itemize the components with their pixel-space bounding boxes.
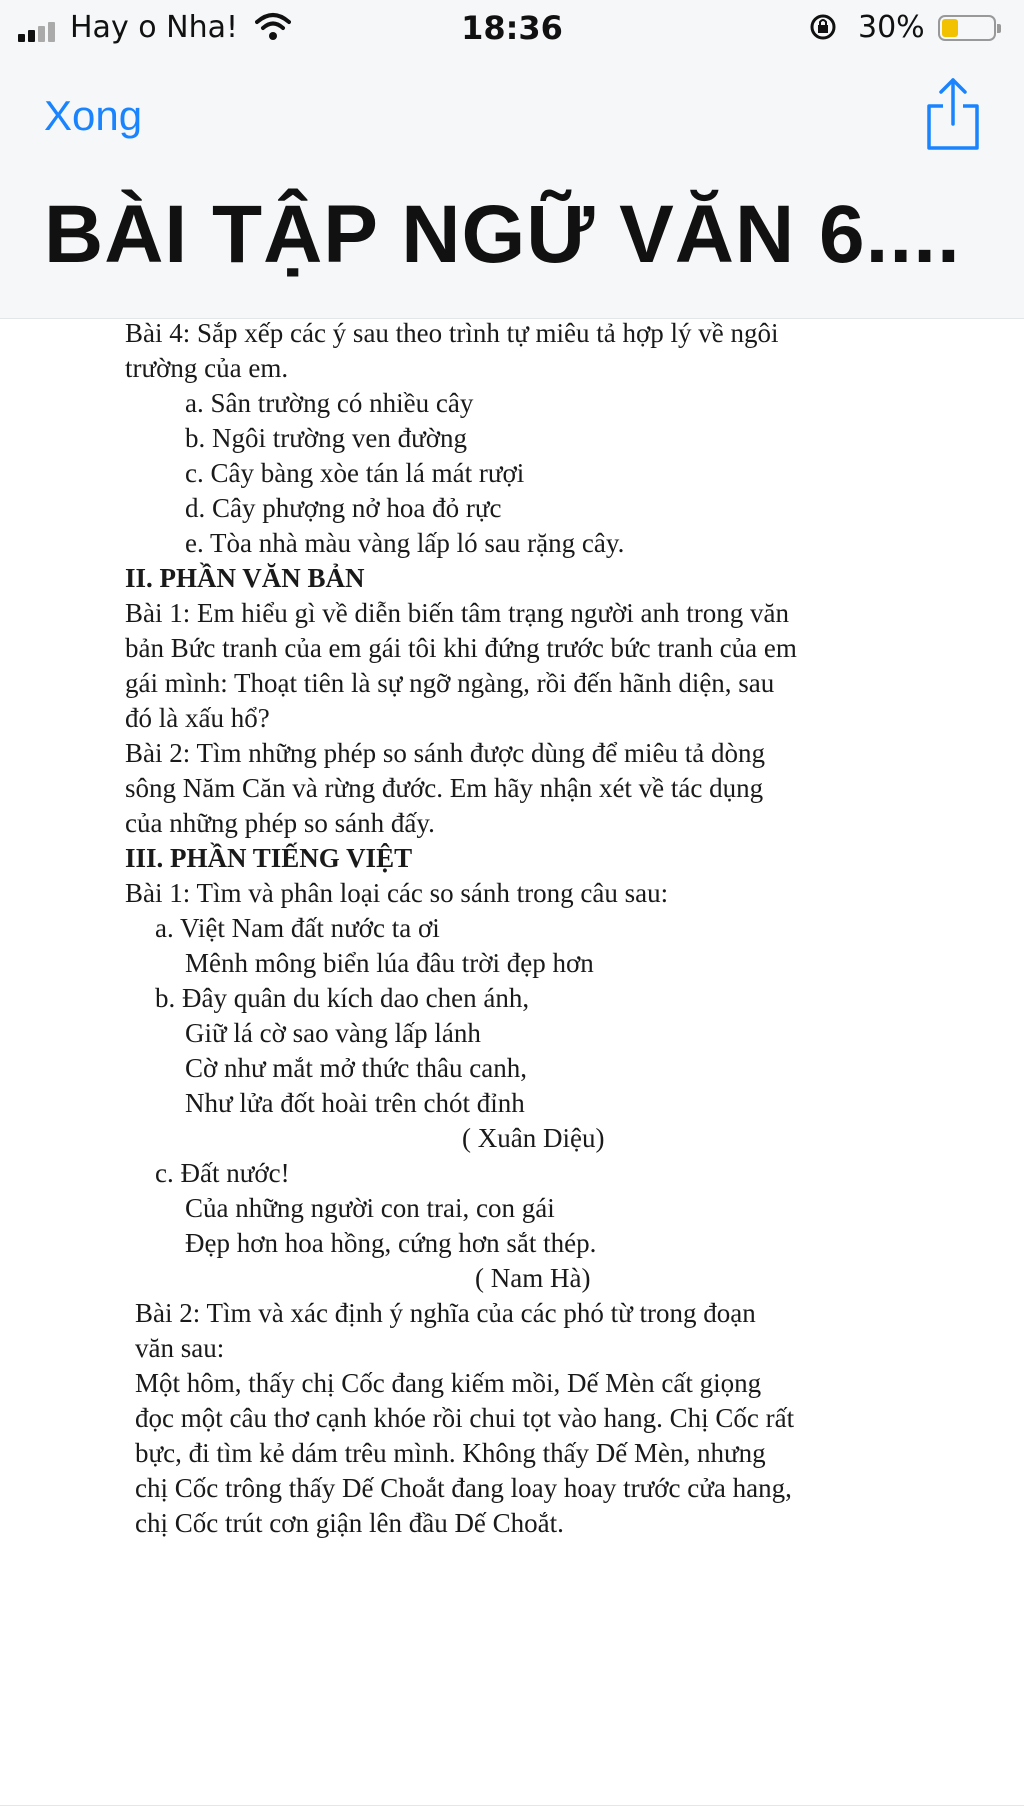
document-line: b. Đây quân du kích dao chen ánh, [155,983,530,1013]
battery-level-fill [942,19,958,37]
document-line: Bài 2: Tìm những phép so sánh được dùng để miêu tả dòng [125,738,765,768]
document-line: d. Cây phượng nở hoa đỏ rực [185,493,502,523]
document-line: a. Sân trường có nhiều cây [185,388,474,418]
battery-percent: 30% [858,10,925,45]
document-line: đọc một câu thơ cạnh khóe rồi chui tọt vào hang. Chị Cốc rất [135,1403,795,1433]
rotation-lock-icon [808,12,838,46]
document-line: bản Bức tranh của em gái tôi khi đứng trước bức tranh của em [125,633,797,663]
document-line: bực, đi tìm kẻ dám trêu mình. Không thấy Dế Mèn, nhưng [135,1438,766,1468]
document-line: c. Cây bàng xòe tán lá mát rượi [185,458,525,488]
document-line: chị Cốc trút cơn giận lên đầu Dế Choắt. [135,1508,564,1538]
section-heading: II. PHẦN VĂN BẢN [125,563,365,593]
document-line: gái mình: Thoạt tiên là sự ngỡ ngàng, rồi đến hãnh diện, sau [125,668,775,698]
document-line: văn sau: [135,1333,225,1363]
carrier-name: Hay o Nha! [70,10,238,45]
document-line: Cờ như mắt mở thức thâu canh, [185,1053,528,1083]
poem-author: ( Xuân Diệu) [462,1123,605,1153]
status-time: 18:36 [461,9,563,47]
navigation-header [0,0,1024,319]
document-line: b. Ngôi trường ven đường [185,423,468,453]
document-title: BÀI TẬP NGỮ VĂN 6.... [44,189,961,280]
done-button[interactable]: Xong [44,92,143,139]
share-icon[interactable] [925,76,981,157]
document-line: Giữ lá cờ sao vàng lấp lánh [185,1018,481,1048]
document-line: trường của em. [125,353,289,383]
document-line: đó là xấu hổ? [125,703,270,733]
document-line: sông Năm Căn và rừng đước. Em hãy nhận xét về tác dụng [125,773,764,803]
document-line: Bài 1: Em hiểu gì về diễn biến tâm trạng người anh trong văn [125,598,790,628]
document-line: a. Việt Nam đất nước ta ơi [155,913,440,943]
document-line: Mênh mông biển lúa đâu trời đẹp hơn [185,948,594,978]
battery-icon [938,15,996,41]
document-line: Đẹp hơn hoa hồng, cứng hơn sắt thép. [185,1228,597,1258]
document-line: c. Đất nước! [155,1158,290,1188]
document-line: Bài 2: Tìm và xác định ý nghĩa của các phó từ trong đoạn [135,1298,756,1328]
document-line: Của những người con trai, con gái [185,1193,555,1223]
section-heading: III. PHẦN TIẾNG VIỆT [125,843,413,873]
document-line: e. Tòa nhà màu vàng lấp ló sau rặng cây. [185,528,625,558]
document-line: Bài 1: Tìm và phân loại các so sánh trong câu sau: [125,878,669,908]
document-line: Như lửa đốt hoài trên chót đỉnh [185,1088,525,1118]
document-line: chị Cốc trông thấy Dế Choắt đang loay hoay trước cửa hang, [135,1473,792,1503]
document-line: Bài 4: Sắp xếp các ý sau theo trình tự miêu tả hợp lý về ngôi [125,318,779,348]
status-bar [0,0,1024,56]
poem-author: ( Nam Hà) [475,1263,591,1293]
page-divider [0,1805,1024,1806]
document-line: của những phép so sánh đấy. [125,808,435,838]
document-line: Một hôm, thấy chị Cốc đang kiếm mồi, Dế Mèn cất giọng [135,1368,762,1398]
